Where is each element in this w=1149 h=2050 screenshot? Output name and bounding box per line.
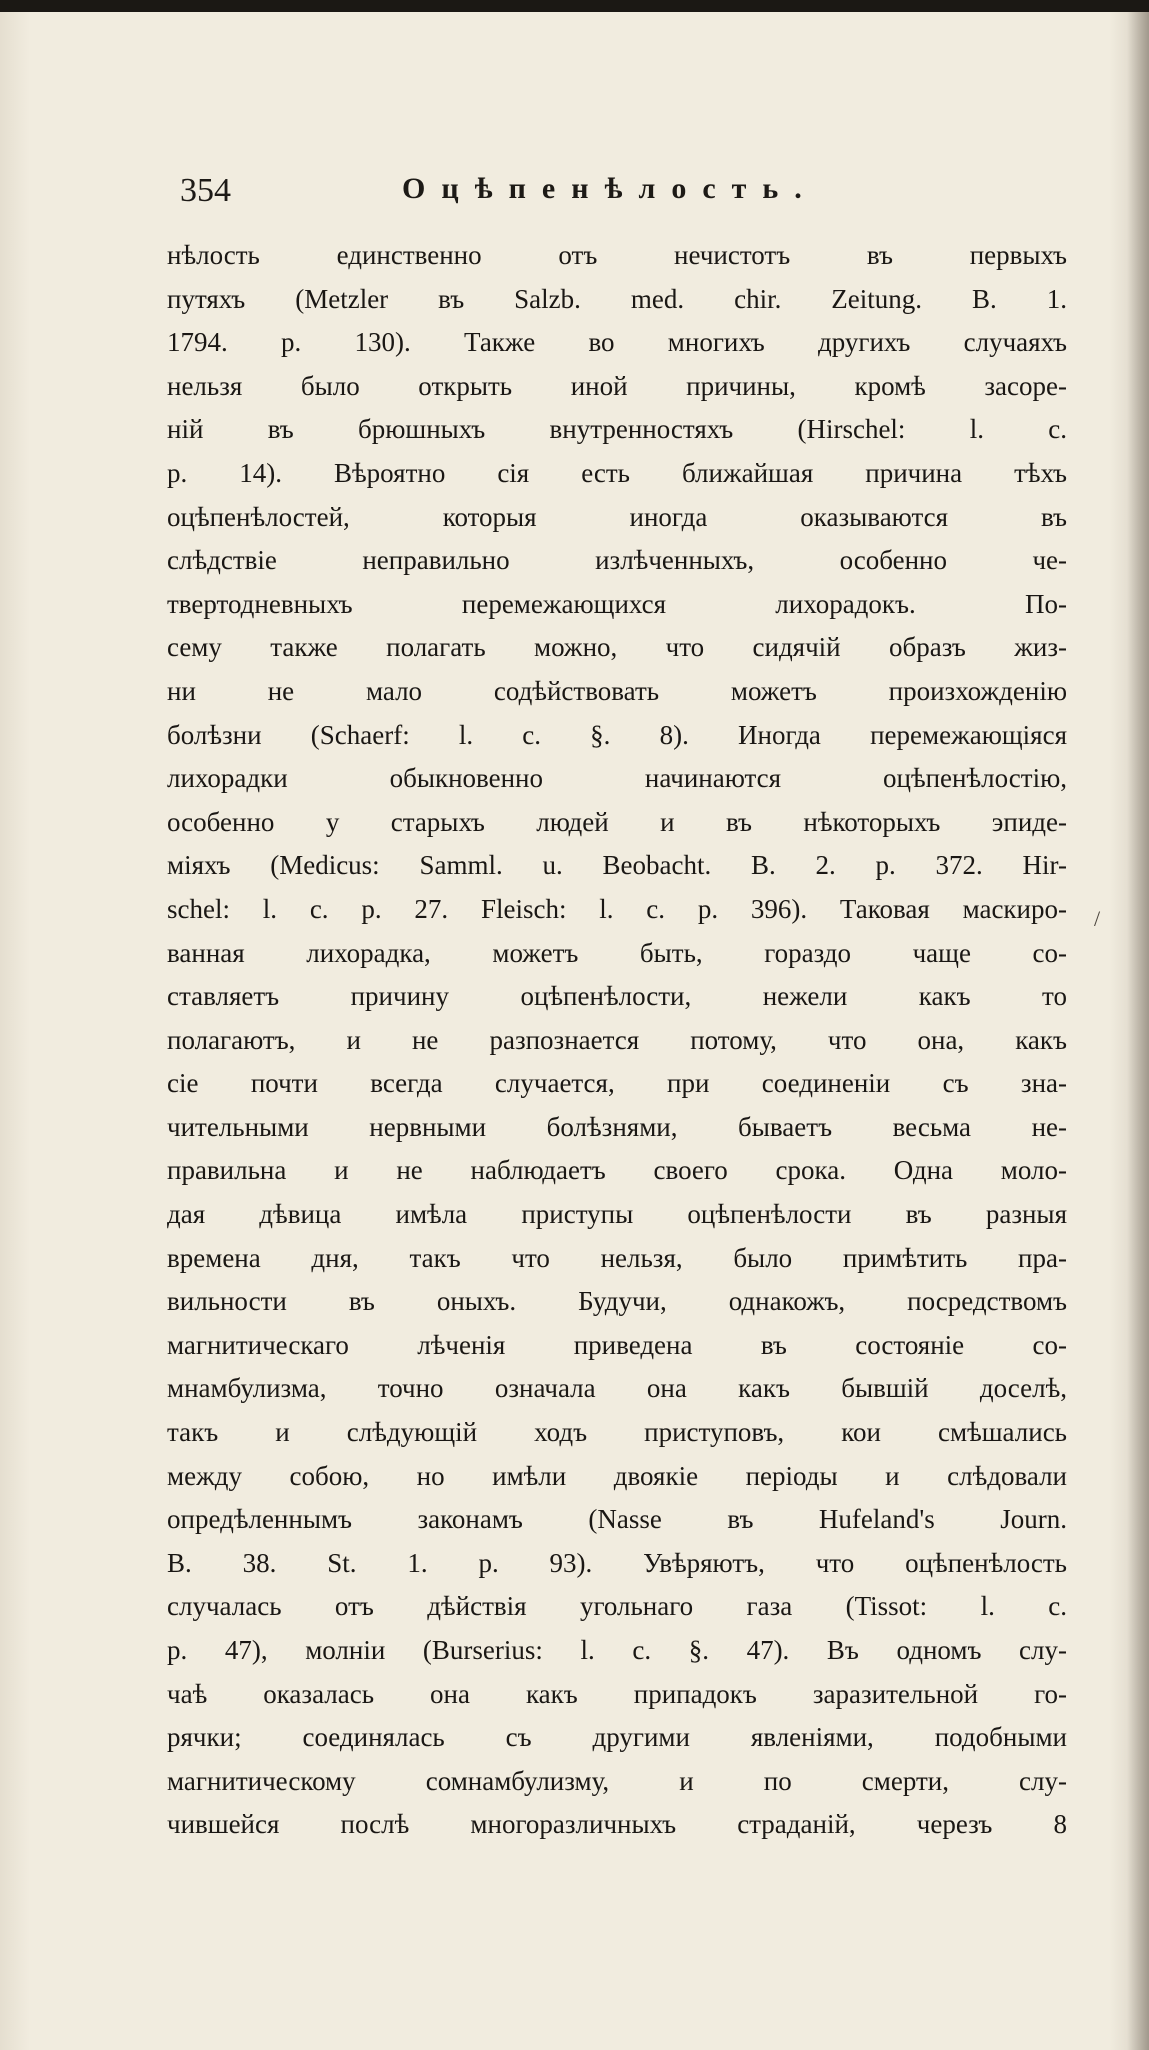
text-line: особенно у старыхъ людей и въ нѣкоторыхъ эпиде- (167, 806, 1067, 837)
text-line: опредѣленнымъ законамъ (Nasse въ Hufeland's Journ. (167, 1504, 1067, 1535)
text-line: B. 38. St. 1. p. 93). Увѣряютъ, что оцѣпенѣлость (167, 1547, 1067, 1578)
text-line: міяхъ (Medicus: Samml. u. Beobacht. B. 2. p. 372. Hir- (167, 850, 1067, 881)
text-line: времена дня, такъ что нельзя, было примѣтить пра- (167, 1242, 1067, 1273)
text-line: нѣлость единственно отъ нечистотъ въ первыхъ (167, 240, 1067, 270)
text-line: p. 47), молніи (Burserius: l. c. §. 47). Въ одномъ слу- (167, 1635, 1067, 1665)
text-line: сему также полагать можно, что сидячій образъ жиз- (167, 632, 1067, 663)
text-line: ставляетъ причину оцѣпенѣлости, нежели какъ то (167, 981, 1067, 1012)
text-line: твертодневныхъ перемежающихся лихорадокъ. По- (167, 588, 1067, 619)
text-line: ній въ брюшныхъ внутренностяхъ (Hirschel: l. c. (167, 414, 1067, 445)
page-header (180, 172, 1060, 222)
text-line: 1794. p. 130). Также во многихъ другихъ случаяхъ (167, 327, 1067, 358)
text-line: между собою, но имѣли двоякіе періоды и слѣдовали (167, 1460, 1067, 1491)
text-line: дая дѣвица имѣла приступы оцѣпенѣлости въ разныя (167, 1199, 1067, 1230)
text-line: правильна и не наблюдаетъ своего срока. Одна моло- (167, 1155, 1067, 1186)
margin-pencil-mark: / (1094, 906, 1101, 931)
text-line: вильности въ оныхъ. Будучи, однакожъ, посредствомъ (167, 1286, 1067, 1317)
running-title: Оцѣпенѣлость. (402, 172, 818, 205)
page-gutter-shadow (1127, 12, 1149, 2050)
text-line: чаѣ оказалась она какъ припадокъ заразительной го- (167, 1678, 1067, 1709)
page-number: 354 (180, 172, 231, 209)
text-line: оцѣпенѣлостей, которыя иногда оказываются въ (167, 501, 1067, 532)
text-line: лихорадки обыкновенно начинаются оцѣпенѣлостію, (167, 763, 1067, 794)
text-line: полагаютъ, и не разпознается потому, что она, какъ (167, 1024, 1067, 1055)
body-text (167, 234, 1067, 1847)
text-line: p. 14). Вѣроятно сія есть ближайшая причина тѣхъ (167, 457, 1067, 488)
text-line: чившейся послѣ многоразличныхъ страданій, черезъ 8 (167, 1809, 1067, 1840)
text-line: болѣзни (Schaerf: l. c. §. 8). Иногда перемежающіяся (167, 719, 1067, 750)
text-line: магнитическому сомнамбулизму, и по смерти, слу- (167, 1765, 1067, 1796)
text-line: магнитическаго лѣченія приведена въ состояніе со- (167, 1329, 1067, 1360)
text-line: ни не мало содѣйствовать можетъ произхожденію (167, 675, 1067, 706)
text-line: мнамбулизма, точно означала она какъ бывшій доселѣ, (167, 1373, 1067, 1404)
text-line: нельзя было открыть иной причины, кромѣ засоре- (167, 370, 1067, 401)
text-line: такъ и слѣдующій ходъ приступовъ, кои смѣшались (167, 1417, 1067, 1448)
text-line: schel: l. c. p. 27. Fleisch: l. c. p. 396). Таковая маскиро- (167, 893, 1067, 924)
text-line: путяхъ (Metzler въ Salzb. med. chir. Zeitung. B. 1. (167, 283, 1067, 314)
text-line: чительными нервными болѣзнями, бываетъ весьма не- (167, 1111, 1067, 1142)
text-line: рячки; соединялась съ другими явленіями, подобными (167, 1722, 1067, 1753)
text-line: слѣдствіе неправильно излѣченныхъ, особенно че- (167, 545, 1067, 576)
text-line: ванная лихорадка, можетъ быть, гораздо чаще со- (167, 937, 1067, 968)
text-line: случалась отъ дѣйствія угольнаго газа (Tissot: l. c. (167, 1591, 1067, 1622)
text-line: сіе почти всегда случается, при соединеніи съ зна- (167, 1068, 1067, 1099)
